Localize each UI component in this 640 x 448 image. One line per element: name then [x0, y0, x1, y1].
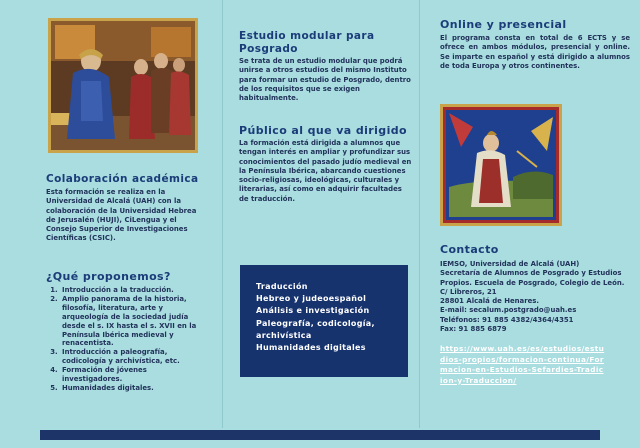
- list-item: 3. Introducción a paleografía, codicología y archivística, etc.: [60, 348, 206, 366]
- online-text: El programa consta en total de 6 ECTS y se ofrece en ambos módulos, presencial y online. Se imparte en español y está dirigido a alumnos de toda Europa y otros continentes.: [440, 34, 630, 70]
- list-item: 2. Amplio panorama de la historia, filosofía, literatura, arte y arqueología de la sociedad judía desde el s. IX hasta el s. XVII en la Península Ibérica medieval y renacentista.: [60, 295, 206, 348]
- modular-heading: Estudio modular para Posgrado: [239, 30, 375, 55]
- topic-line: Humanidades digitales: [256, 343, 366, 353]
- contact-details: [440, 260, 626, 334]
- online-section: [440, 18, 630, 71]
- collaboration-text: Esta formación se realiza en la Universidad de Alcalá (UAH) con la colaboración de la Universidad Hebrea de Jerusalén (HUJI), CiLengua y el Consejo Superior de Investigaciones Científicas (CSIC).: [46, 188, 197, 243]
- list-item: 4. Formación de jóvenes investigadores.: [60, 366, 206, 384]
- list-item: 1. Introducción a la traducción.: [60, 286, 206, 295]
- collaboration-section: [46, 173, 208, 244]
- contact-email[interactable]: E-mail: secalum.postgrado@uah.es: [440, 306, 577, 315]
- audience-heading: Público al que va dirigido: [239, 124, 407, 137]
- program-link[interactable]: https://www.uah.es/es/estudios/estudios-propios/formacion-continua/Formacion-en-Estudios-Sefardies-Tradicion-y-Traduccion/: [440, 344, 605, 385]
- footer-bar: [40, 430, 600, 440]
- contact-line: C/ Libreros, 21: [440, 287, 497, 296]
- manuscript-illumination-scholars: [48, 18, 198, 153]
- illumination-art: [51, 21, 195, 150]
- online-heading: Online y presencial: [440, 18, 567, 31]
- topic-line: Traducción: [256, 282, 308, 291]
- modular-text: Se trata de un estudio modular que podrá unirse a otros estudios del mismo Instituto para formar un estudio de Posgrado, dentro de los requisitos que se exigen habitualmente.: [239, 57, 411, 103]
- proposal-heading: ¿Qué proponemos?: [46, 270, 171, 283]
- proposal-section: [46, 270, 206, 393]
- topic-line: Análisis e investigación: [256, 306, 370, 316]
- contact-section: [440, 243, 626, 386]
- topic-line: Hebreo y judeoespañol: [256, 294, 367, 304]
- proposal-list: [46, 286, 206, 393]
- contact-fax: Fax: 91 885 6879: [440, 325, 507, 334]
- left-panel: [0, 0, 218, 428]
- audience-section: [239, 124, 413, 204]
- contact-line: Secretaría de Alumnos de Posgrado y Estudios Propios. Escuela de Posgrado, Colegio de León.: [440, 269, 625, 287]
- audience-text: La formación está dirigida a alumnos que tengan interés en ampliar y profundizar sus conocimientos del pasado judío medieval en la Península Ibérica, abarcando cuestiones socio-religiosas, ideológicas, culturales y literarias, así como en adquirir facultades de traducción.: [239, 139, 412, 203]
- contact-line: 28801 Alcalá de Henares.: [440, 297, 540, 306]
- topics-box: [240, 265, 408, 377]
- modular-section: [239, 30, 411, 103]
- topic-line: Paleografía, codicología, archivística: [256, 318, 375, 340]
- manuscript-illumination-figure: [440, 104, 562, 226]
- list-item: 5. Humanidades digitales.: [60, 384, 206, 393]
- contact-phone: Teléfonos: 91 885 4382/4364/4351: [440, 315, 574, 324]
- contact-line: IEMSO, Universidad de Alcalá (UAH): [440, 260, 580, 268]
- contact-heading: Contacto: [440, 243, 499, 256]
- collaboration-heading: Colaboración académica: [46, 173, 199, 185]
- illumination-art-2: [443, 107, 559, 223]
